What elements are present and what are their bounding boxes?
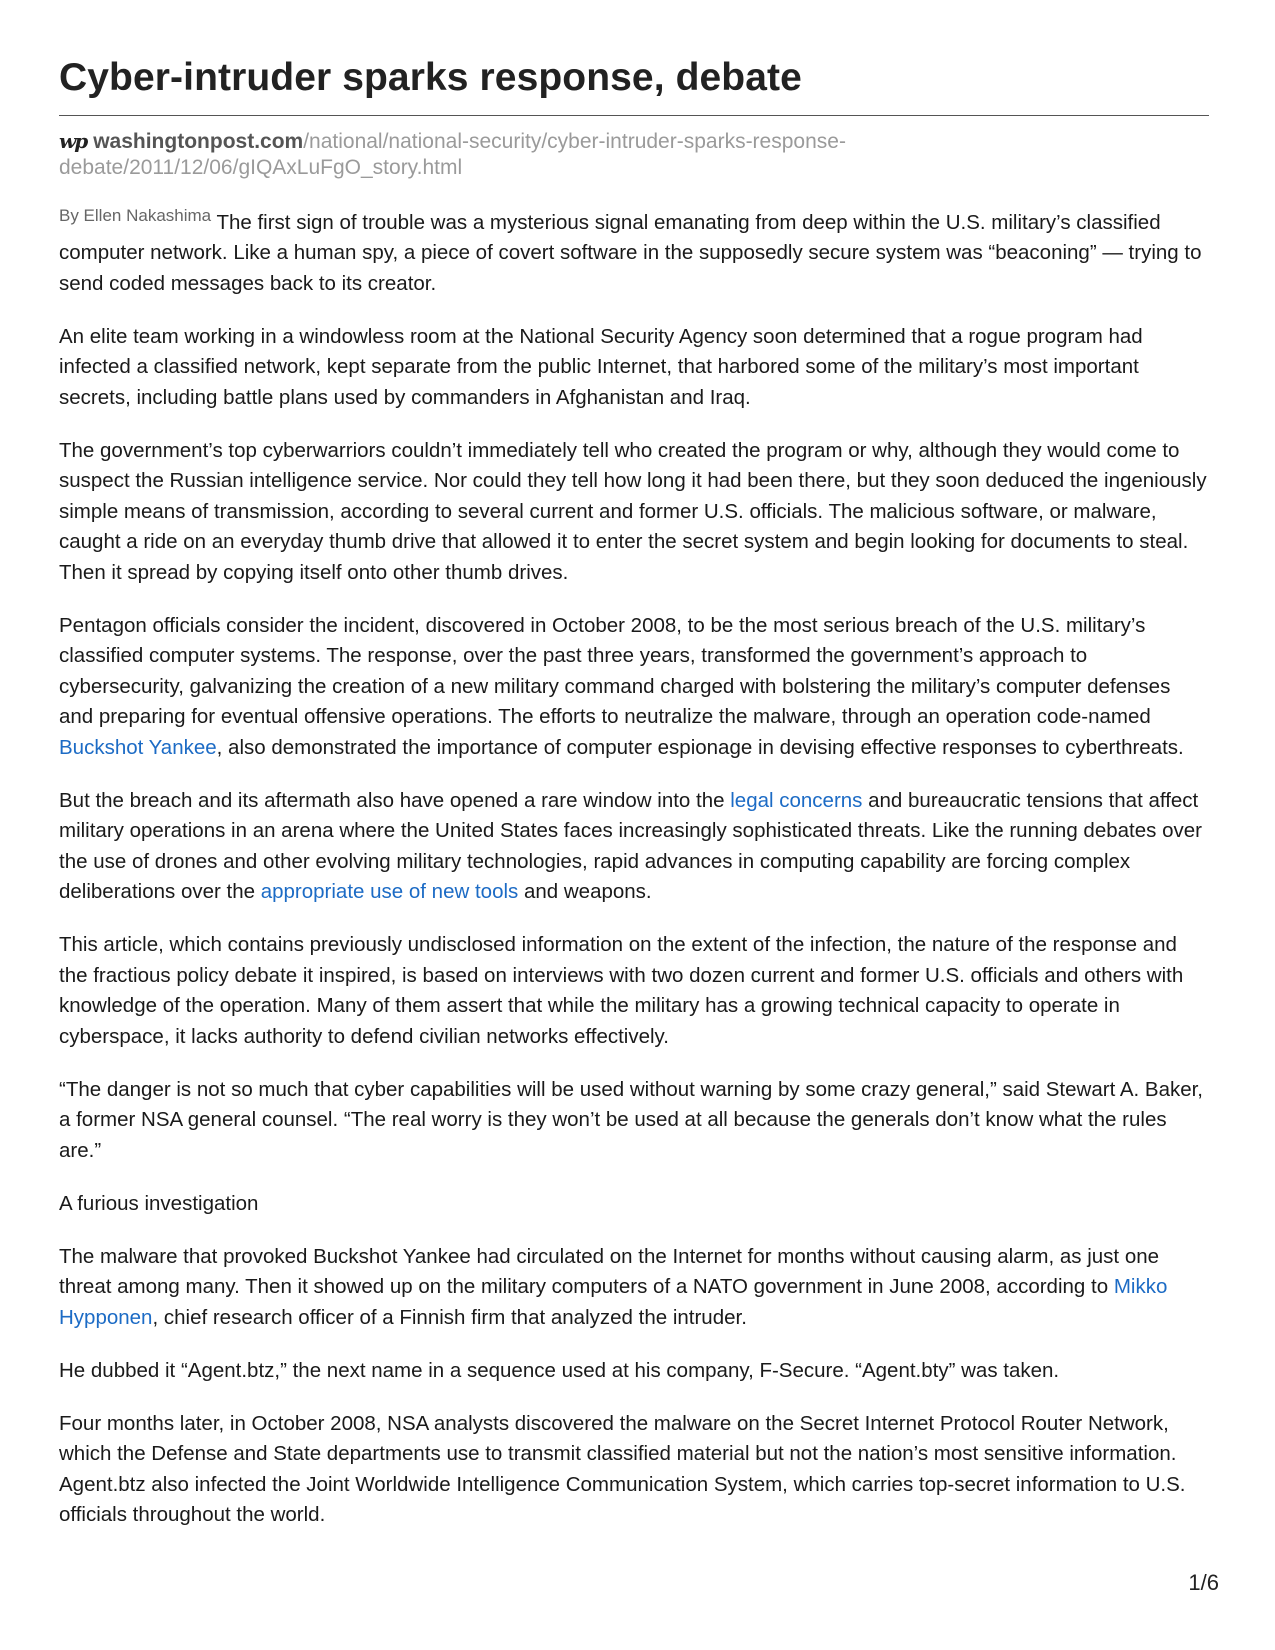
- paragraph-8-text-b: , chief research officer of a Finnish firm that analyzed the intruder.: [152, 1305, 747, 1329]
- paragraph-7: “The danger is not so much that cyber capabilities will be used without warning by some crazy general,” said Stewart A. Baker, a former NSA general counsel. “The real worry is they won’t be used at all because the generals don’t know what the rules are.”: [59, 1077, 1204, 1162]
- paragraph-4-text-a: Pentagon officials consider the incident, discovered in October 2008, to be the most serious breach of the U.S. military’s classified computer systems. The response, over the past three years, transformed the government’s approach to cybersecurity, galvanizing the creation of a new military command charged with bolstering the military’s computer defenses and preparing for eventual offensive operations. The efforts to neutralize the malware, through an operation code-named: [59, 613, 1171, 729]
- paragraph-5-text-b: and bureaucratic tensions that affect military operations in an arena where the United States faces increasingly sophisticated threats. Like the running debates over the use of drones and other evolving military technologies, rapid advances in computing capability are forcing complex deliberations over the: [59, 788, 1202, 904]
- byline: By Ellen Nakashima: [59, 205, 212, 225]
- paragraph-4-text-b: , also demonstrated the importance of computer espionage in devising effective responses to cyberthreats.: [216, 735, 1184, 759]
- paragraph-6: This article, which contains previously undisclosed information on the extent of the infection, the nature of the response and the fractious policy debate it inspired, is based on interviews with two dozen current and former U.S. officials and others with knowledge of the operation. Many of them assert that while the military has a growing technical capacity to operate in cyberspace, it lacks authority to defend civilian networks effectively.: [59, 933, 1184, 1048]
- paragraph-5-text-a: But the breach and its aftermath also have opened a rare window into the: [59, 788, 731, 812]
- article-page: [59, 56, 1209, 1553]
- paragraph-10: Four months later, in October 2008, NSA analysts discovered the malware on the Secret Internet Protocol Router Network, which the Defense and State departments use to transmit classified material but not the nation’s most sensitive information. Agent.btz also infected the Joint Worldwide Intelligence Communication System, which carries top-secret information to U.S. officials throughout the world.: [59, 1411, 1186, 1527]
- paragraph-5: [59, 786, 1209, 908]
- source-line: [59, 128, 1209, 181]
- source-domain[interactable]: washingtonpost.com: [93, 129, 304, 153]
- mikko-hypponen-link[interactable]: Mikko Hypponen: [59, 1275, 1168, 1329]
- washington-post-logo-icon: wp: [59, 128, 87, 153]
- paragraph-1: The first sign of trouble was a mysterious signal emanating from deep within the U.S. military’s classified computer network. Like a human spy, a piece of covert software in the supposedly secure system was “beaconing” — trying to send coded messages back to its creator.: [59, 210, 1202, 295]
- paragraph-4: [59, 611, 1209, 764]
- paragraph-8-text-a: The malware that provoked Buckshot Yankee had circulated on the Internet for months without causing alarm, as just one threat among many. Then it showed up on the military computers of a NATO government in June 2008, according to: [59, 1244, 1160, 1299]
- legal-concerns-link[interactable]: legal concerns: [730, 788, 863, 812]
- paragraph-2: An elite team working in a windowless room at the National Security Agency soon determined that a rogue program had infected a classified network, kept separate from the public Internet, that harbored some of the military’s most important secrets, including battle plans used by commanders in Afghanistan and Iraq.: [59, 324, 1143, 409]
- appropriate-use-link[interactable]: appropriate use of new tools: [260, 880, 519, 904]
- source-path[interactable]: /national/national-security/cyber-intruder-sparks-response-debate/2011/12/06/gIQAxLuFgO_story.html: [59, 129, 846, 179]
- paragraph-9: He dubbed it “Agent.btz,” the next name in a sequence used at his company, F-Secure. “Agent.bty” was taken.: [59, 1358, 1060, 1382]
- section-subhead: A furious investigation: [59, 1191, 259, 1215]
- title-divider: [59, 115, 1209, 116]
- paragraph-8: [59, 1242, 1209, 1334]
- buckshot-yankee-link[interactable]: Buckshot Yankee: [59, 735, 217, 759]
- article-title: Cyber-intruder sparks response, debate: [59, 56, 802, 99]
- paragraph-3: The government’s top cyberwarriors couldn’t immediately tell who created the program or why, although they would come to suspect the Russian intelligence service. Nor could they tell how long it had been there, but they soon deduced the ingeniously simple means of transmission, according to several current and former U.S. officials. The malicious software, or malware, caught a ride on an everyday thumb drive that allowed it to enter the secret system and begin looking for documents to steal. Then it spread by copying itself onto other thumb drives.: [59, 438, 1207, 584]
- paragraph-5-text-c: and weapons.: [518, 880, 652, 904]
- article-lead: [59, 201, 1209, 300]
- page-number: 1/6: [1188, 1570, 1219, 1595]
